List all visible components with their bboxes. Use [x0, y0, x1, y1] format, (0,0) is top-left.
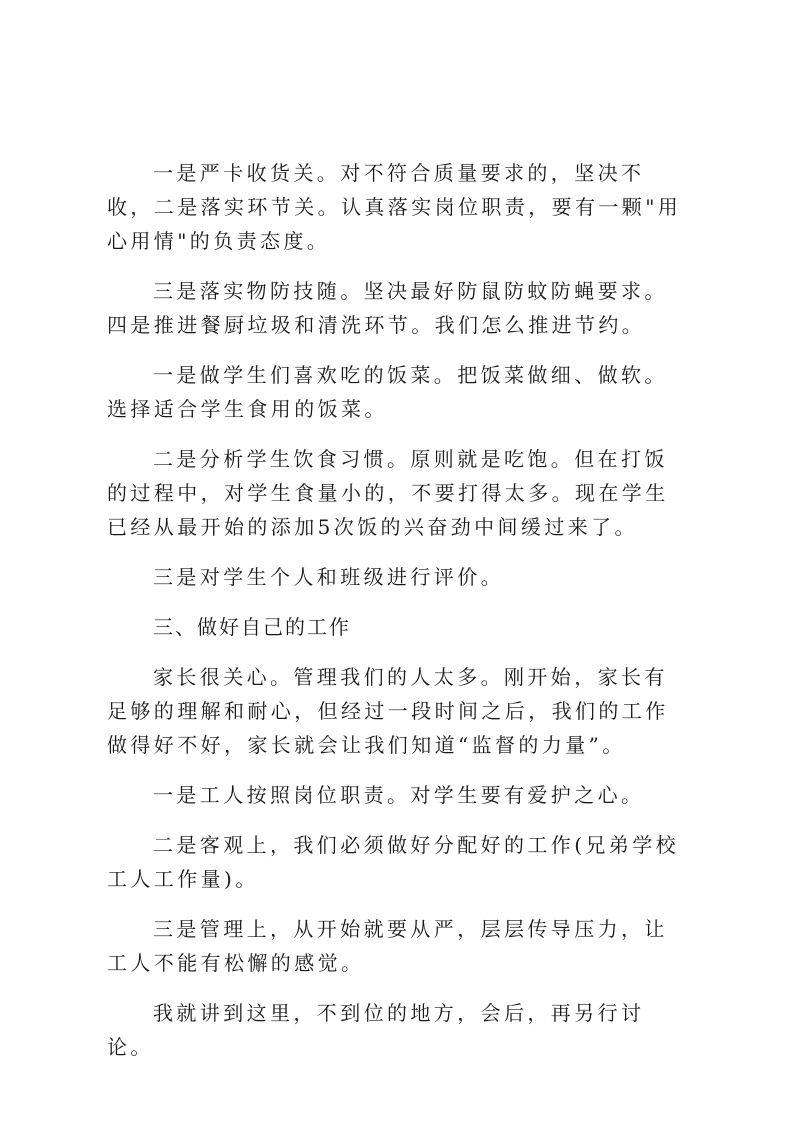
- section-heading: 三、做好自己的工作: [153, 615, 351, 639]
- paragraph-pest-control: 三是落实物防技随。坚决最好防鼠防蚊防蝇要求。四是推进餐厨垃圾和清洗环节。我们怎么推进节约。: [107, 279, 668, 337]
- document-body: [107, 156, 685, 1080]
- paragraph-closing: 我就讲到这里，不到位的地方，会后，再另行讨论。: [107, 1001, 645, 1059]
- paragraph-strict-management: 三是管理上，从开始就要从严，层层传导压力，让工人不能有松懈的感觉。: [107, 917, 668, 975]
- paragraph-worker-duties: 一是工人按照岗位职责。对学生要有爱护之心。: [153, 783, 645, 807]
- paragraph-evaluation: 三是对学生个人和班级进行评价。: [153, 565, 504, 589]
- paragraph-parents-concern: 家长很关心。管理我们的人太多。刚开始，家长有足够的理解和耐心，但经过一段时间之后，我们的工作做得好不好，家长就会让我们知道“监督的力量”。: [107, 665, 669, 757]
- paragraph-receiving-check: 一是严卡收货关。对不符合质量要求的，坚决不收，二是落实环节关。认真落实岗位职责，要有一颗"用心用情"的负责态度。: [107, 161, 682, 253]
- paragraph-assigned-work: 二是客观上，我们必须做好分配好的工作(兄弟学校工人工作量)。: [107, 833, 680, 891]
- paragraph-tasty-food: 一是做学生们喜欢吃的饭菜。把饭菜做细、做软。选择适合学生食用的饭菜。: [107, 363, 668, 421]
- paragraph-eating-habits: 二是分析学生饮食习惯。原则就是吃饱。但在打饭的过程中，对学生食量小的，不要打得太多。现在学生已经从最开始的添加5次饭的兴奋劲中间缓过来了。: [107, 447, 669, 539]
